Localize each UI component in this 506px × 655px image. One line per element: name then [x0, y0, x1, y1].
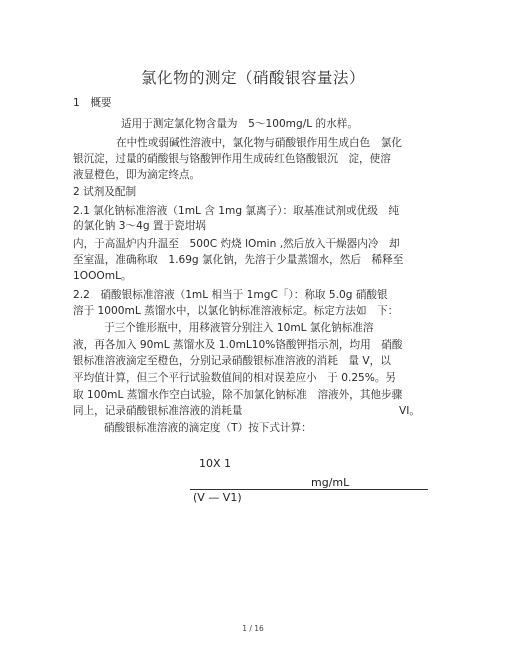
formula-denominator: (V — V1) [193, 491, 242, 504]
document-title: 氯化物的测定（硝酸银容量法） [140, 69, 365, 87]
symbol-v1: VI。 [399, 405, 420, 417]
paragraph-line: 适用于测定氯化物含量为 5～100mg/L 的水样。 [121, 118, 358, 130]
paragraph-line: 1OOOmL。 [73, 270, 132, 282]
formula-unit: mg/mL [311, 476, 350, 489]
paragraph-line: 同上，记录硝酸银标准溶液的消耗量 [73, 405, 243, 417]
paragraph-line: 的氯化钠 3～4g 置于瓷坩埚 [73, 220, 206, 232]
paragraph-line: 液显橙色，即为滴定终点。 [73, 169, 201, 181]
paragraph-line: 平均值计算，但三个平行试验数值间的相对误差应小 于 0.25%。另 [73, 372, 397, 384]
paragraph-line: 取 100mL 蒸馏水作空白试验，除不加氯化钠标准 溶液外，其他步骤 [73, 389, 403, 401]
paragraph-line: 内，于高温炉内升温至 500C 灼烧 lOmin ,然后放入干燥器内冷 却 [73, 238, 400, 250]
paragraph-line: 至室温，准确称取 1.69g 氯化钠，先溶于少量蒸馏水，然后 稀释至 [73, 254, 404, 266]
section-1-heading: 1 概要 [73, 97, 112, 109]
paragraph-line: 银标准溶液滴定至橙色，分别记录硝酸银标准溶液的消耗 量 V，以 [73, 355, 391, 367]
formula-numerator: 10X 1 [199, 457, 232, 470]
section-2-heading: 2 试剂及配制 [73, 186, 137, 198]
fraction-rule [190, 489, 428, 490]
paragraph-line: 硝酸银标准溶液的滴定度（T）按下式计算： [104, 422, 312, 434]
page-number: 1 / 16 [242, 624, 264, 633]
paragraph-line: 2.2 硝酸银标准溶液（1mL 相当于 1mgC「）：称取 5.0g 硝酸银 [73, 289, 388, 301]
paragraph-line: 2.1 氯化钠标准溶液（1mL 含 1mg 氯离子）：取基准试剂或优级 纯 [73, 205, 400, 217]
paragraph-line: 于三个锥形瓶中，用移液管分别注入 10mL 氯化钠标准溶 [104, 322, 374, 334]
paragraph-line: 银沉淀，过量的硝酸银与铬酸钾作用生成砖红色铬酸银沉 淀，使溶 [73, 153, 391, 165]
paragraph-line: 液，再各加入 90mL 蒸馏水及 1.0mL10%铬酸钾指示剂，均用 硝酸 [73, 339, 403, 351]
paragraph-line: 在中性或弱碱性溶液中，氯化物与硝酸银作用生成白色 氯化 [116, 137, 403, 149]
paragraph-line: 溶于 1000mL 蒸馏水中，以氯化钠标准溶液标定。标定方法如 下： [73, 305, 399, 317]
